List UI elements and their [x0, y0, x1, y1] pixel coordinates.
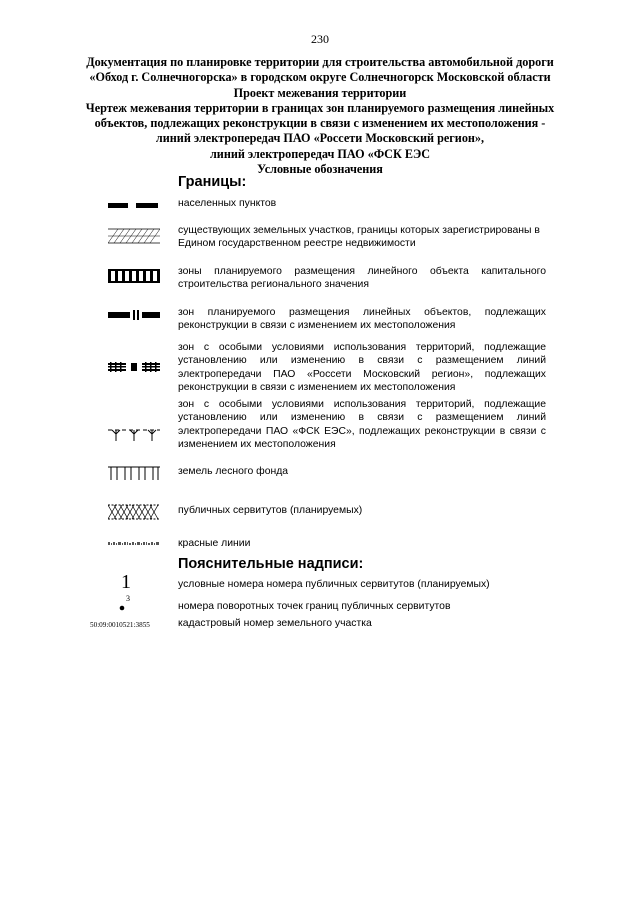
turning-point-number-label: 3	[126, 594, 130, 603]
servitude-number-label: 1	[121, 571, 131, 593]
turning-point-dot-icon	[118, 604, 126, 612]
header-line: линий электропередач ПАО «ФСК ЕЭС	[209, 146, 431, 161]
rosseti-zone-icon	[108, 362, 160, 372]
legend-text: зон планируемого размещения линейных объектов, подлежащих реконструкции в связи с изменением их местоположения	[178, 307, 546, 332]
document-header	[60, 55, 580, 177]
legend-text: существующих земельных участков, границы которых зарегистрированы в Едином государственном реестре недвижимости	[178, 225, 540, 250]
legend-text: красные линии	[178, 538, 251, 549]
legend-text: зон с особыми условиями использования территорий, подлежащие установлению или изменению в связи с размещением линий электропередачи ПАО «Россети Московский регион», подлежащих реконструкции в связи с изменением их местоположения	[178, 342, 546, 394]
parcel-hatch-icon	[108, 228, 160, 244]
header-line: объектов, подлежащих реконструкции в связи с изменением их местоположения -	[94, 116, 546, 131]
notes-title: Пояснительные надписи:	[178, 556, 364, 572]
header-line: Проект межевания территории	[233, 85, 407, 100]
settlement-boundary-icon	[108, 201, 160, 209]
legend-text: земель лесного фонда	[178, 466, 289, 477]
header-line: Условные обозначения	[257, 162, 383, 177]
forest-fund-icon	[108, 465, 160, 481]
note-text: кадастровый номер земельного участка	[178, 618, 372, 629]
regional-zone-icon	[108, 269, 160, 283]
header-line: «Обход г. Солнечногорска» в городском округе Солнечногорск Московской области	[89, 70, 551, 85]
reconstruction-zone-icon	[108, 309, 160, 321]
fsk-zone-icon	[108, 428, 160, 442]
servitude-hatch-icon	[108, 504, 160, 520]
legend-text: населенных пунктов	[178, 198, 277, 209]
note-text: условные номера номера публичных сервитутов (планируемых)	[178, 579, 490, 590]
note-text: номера поворотных точек границ публичных сервитутов	[178, 601, 451, 612]
cadastral-number-label: 50:09:0010521:3855	[90, 621, 150, 629]
legend-text: публичных сервитутов (планируемых)	[178, 505, 363, 516]
legend-text: зон с особыми условиями использования территорий, подлежащие установлению или изменению в связи с размещением линий электропередачи ПАО «ФСК ЕЭС», подлежащих реконструкции в связи с изменением их местоположения	[178, 399, 546, 451]
boundaries-title: Границы:	[178, 174, 247, 190]
header-line: Документация по планировке территории для строительства автомобильной дороги	[86, 55, 554, 69]
red-lines-icon	[108, 541, 160, 547]
page-number: 230	[311, 32, 329, 46]
header-line: Чертеж межевания территории в границах зон планируемого размещения линейных	[85, 100, 555, 115]
header-line: линий электропередач ПАО «Россети Московский регион»,	[155, 131, 485, 146]
legend-text: зоны планируемого размещения линейного объекта капитального строительства регионального значения	[178, 266, 546, 291]
